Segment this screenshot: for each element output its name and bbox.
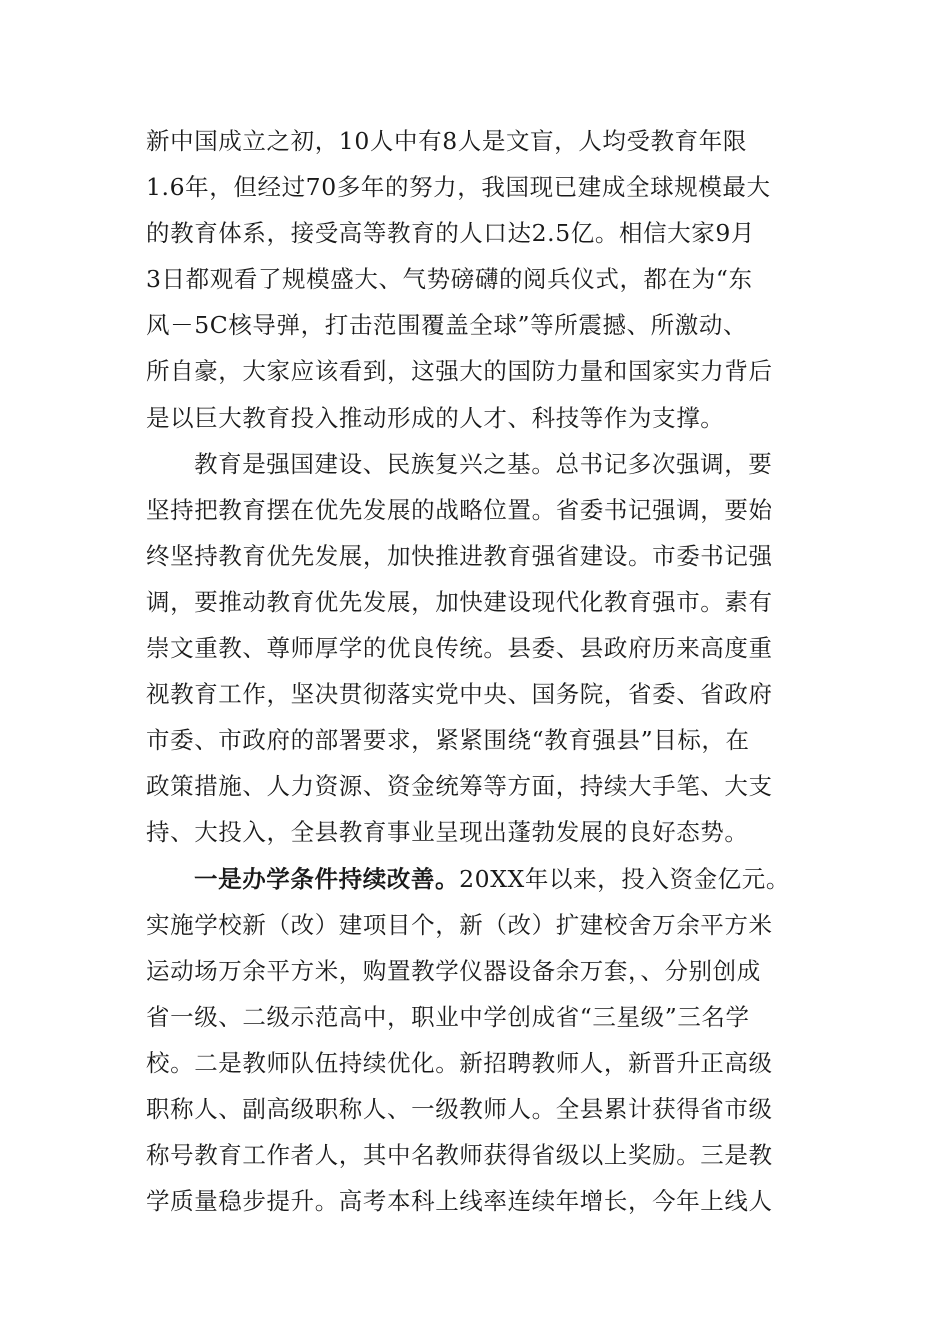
text-line: 视教育工作，坚决贯彻落实党中央、国务院，省委、省政府 [146, 680, 773, 709]
text-line: 实施学校新（改）建项目个，新（改）扩建校舍万余平方米 [146, 910, 773, 939]
text-line: 所自豪，大家应该看到，这强大的国防力量和国家实力背后 [146, 357, 773, 386]
text-line: 调，要推动教育优先发展，加快建设现代化教育强市。素有 [146, 587, 773, 616]
text-line: 风－5C核导弹，打击范围覆盖全球”等所震撼、所激动、 [146, 311, 748, 340]
body-text [146, 118, 816, 1224]
text-line: 称号教育工作者人，其中名教师获得省级以上奖励。三是教 [146, 1141, 773, 1170]
text-line: 教育是强国建设、民族复兴之基。总书记多次强调，要 [194, 449, 773, 478]
text-line: 市委、市政府的部署要求，紧紧围绕“教育强县”目标，在 [146, 726, 750, 755]
text-line: 运动场万余平方米，购置教学仪器设备余万套，、分别创成 [146, 956, 761, 985]
text-line: 是以巨大教育投入推动形成的人才、科技等作为支撑。 [146, 403, 725, 432]
text-line: 坚持把教育摆在优先发展的战略位置。省委书记强调，要始 [146, 495, 773, 524]
text-line: 崇文重教、尊师厚学的优良传统。县委、县政府历来高度重 [146, 634, 773, 663]
text-line [146, 856, 816, 902]
text-line: 职称人、副高级职称人、一级教师人。全县累计获得省市级 [146, 1094, 773, 1123]
text-line: 政策措施、人力资源、资金统筹等方面，持续大手笔、大支 [146, 772, 773, 801]
text-line: 3日都观看了规模盛大、气势磅礴的阅兵仪式，都在为“东 [146, 265, 753, 294]
text-line: 持、大投入，全县教育事业呈现出蓬勃发展的良好态势。 [146, 818, 749, 847]
text-line: 1.6年，但经过70多年的努力，我国现已建成全球规模最大 [146, 173, 771, 202]
text-line: 的教育体系，接受高等教育的人口达2.5亿。相信大家9月 [146, 219, 756, 248]
text-line: 新中国成立之初，10人中有8人是文盲，人均受教育年限 [146, 127, 747, 155]
section-heading: 一是办学条件持续改善。 [194, 864, 460, 893]
text-line: 校。二是教师队伍持续优化。新招聘教师人，新晋升正高级 [146, 1048, 773, 1077]
text-line: 终坚持教育优先发展，加快推进教育强省建设。市委书记强 [146, 541, 773, 570]
text-line: 学质量稳步提升。高考本科上线率连续年增长，今年上线人 [146, 1187, 773, 1216]
text-run: 20XX年以来，投入资金亿元。 [459, 864, 790, 893]
text-line: 省一级、二级示范高中，职业中学创成省“三星级”三名学 [146, 1002, 750, 1031]
